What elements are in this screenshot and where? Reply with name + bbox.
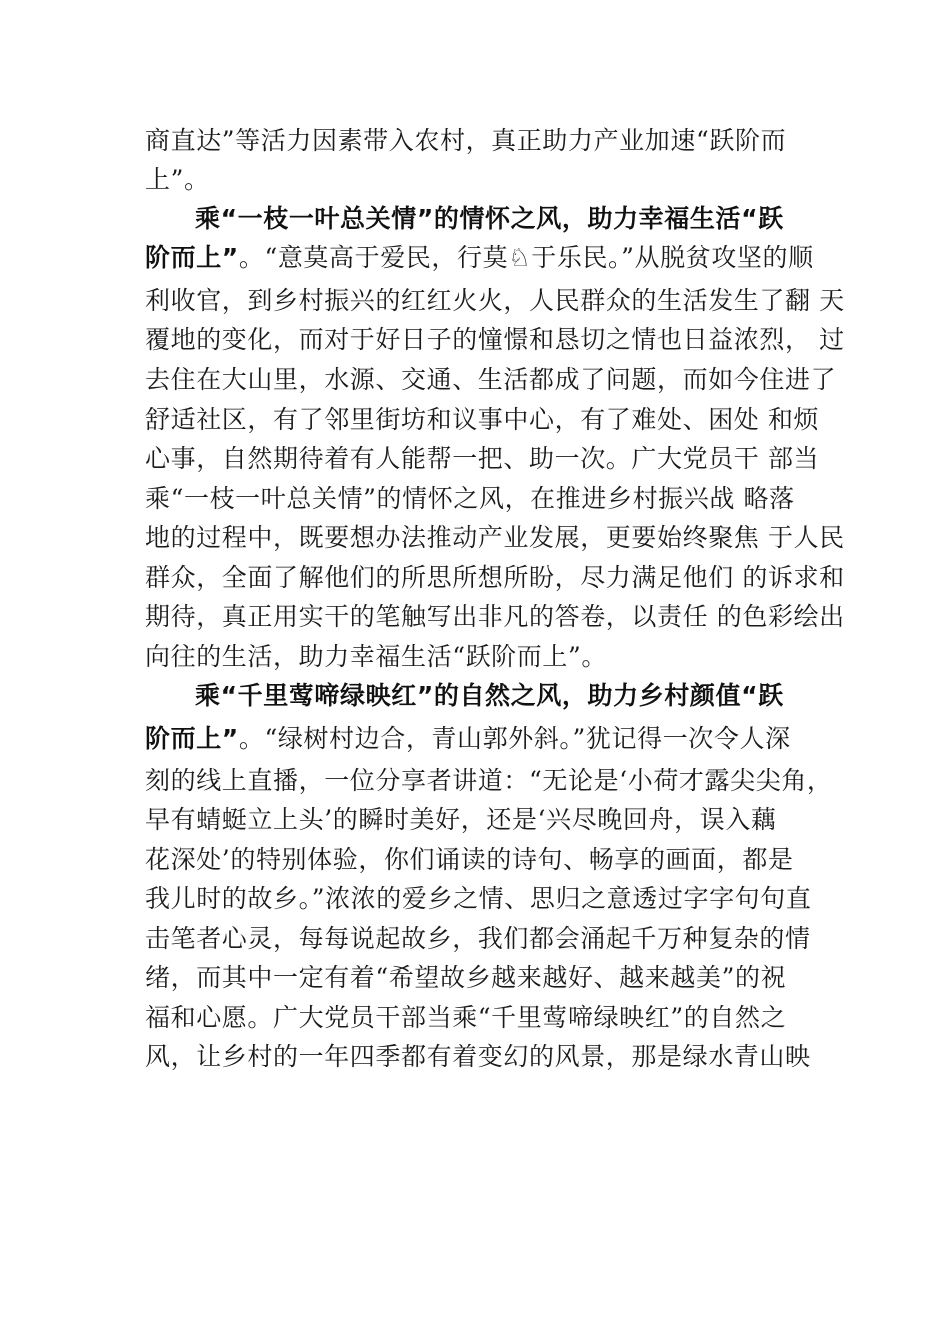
section2-body-line: 刻的线上直播，一位分享者讲道：“无论是‘小荷才露尖尖角， xyxy=(145,766,833,795)
section2-body-line: 击笔者心灵，每每说起故乡，我们都会涌起千万种复杂的情 xyxy=(145,924,811,953)
section2-body-line: 花深处’的特别体验，你们诵读的诗句、畅享的画面，都是 xyxy=(145,845,794,874)
section2-body-line: 我儿时的故乡。”浓浓的爱乡之情、思归之意透过字字句句直 xyxy=(145,884,812,913)
section1-body-line: 群众，全面了解他们的所思所想所盼，尽力满足他们 的诉求和 xyxy=(145,563,845,592)
intro-line-1: 商直达”等活力因素带入农村，真正助力产业加速“跃阶而 xyxy=(145,126,787,155)
section1-body-line: 地的过程中，既要想办法推动产业发展，更要始终聚焦 于人民 xyxy=(145,523,845,552)
section2-body-line: 福和心愿。广大党员干部当乘“千里莺啼绿映红”的自然之 xyxy=(145,1003,787,1032)
section1-line-2-text: 。“意莫高于爱民，行莫♘于乐民。”从脱贫攻坚的顺 xyxy=(238,243,814,272)
section1-heading-end: 阶而上” xyxy=(145,243,239,272)
section1-line-2 xyxy=(145,241,814,275)
section1-heading: 乘“一枝一叶总关情”的情怀之风，助力幸福生活“跃 xyxy=(195,204,784,233)
section1-body-line: 覆地的变化，而对于好日子的憧憬和恳切之情也日益浓烈， 过 xyxy=(145,325,845,354)
section2-body-line: 早有蜻蜓立上头’的瞬时美好，还是‘兴尽晚回舟，误入藕 xyxy=(145,805,777,834)
section2-heading-end: 阶而上” xyxy=(145,724,239,753)
section1-body-line: 去住在大山里，水源、交通、生活都成了问题，而如今住进了 xyxy=(145,365,837,394)
section1-body-line: 乘“一枝一叶总关情”的情怀之风，在推进乡村振兴战 略落 xyxy=(145,484,795,513)
section2-line-2 xyxy=(145,722,791,756)
section1-body-line: 期待，真正用实干的笔触写出非凡的答卷，以责任 的色彩绘出 xyxy=(145,602,845,631)
section1-body-line: 舒适社区，有了邻里街坊和议事中心，有了难处、困处 和烦 xyxy=(145,405,820,434)
section2-heading: 乘“千里莺啼绿映红”的自然之风，助力乡村颜值“跃 xyxy=(195,681,784,710)
section2-line-2-text: 。“绿树村边合，青山郭外斜。”犹记得一次令人深 xyxy=(238,724,791,753)
section2-body-line: 绪，而其中一定有着“希望故乡越来越好、越来越美”的祝 xyxy=(145,963,787,992)
intro-line-2: 上”。 xyxy=(145,165,210,194)
section1-body-line: 向往的生活，助力幸福生活“跃阶而上”。 xyxy=(145,642,607,671)
section1-body-line: 利收官，到乡村振兴的红红火火，人民群众的生活发生了翻 天 xyxy=(145,286,845,315)
section2-body-line: 风，让乡村的一年四季都有着变幻的风景，那是绿水青山映 xyxy=(145,1042,811,1071)
section1-body-line: 心事，自然期待着有人能帮一把、助一次。广大党员干 部当 xyxy=(145,444,820,473)
